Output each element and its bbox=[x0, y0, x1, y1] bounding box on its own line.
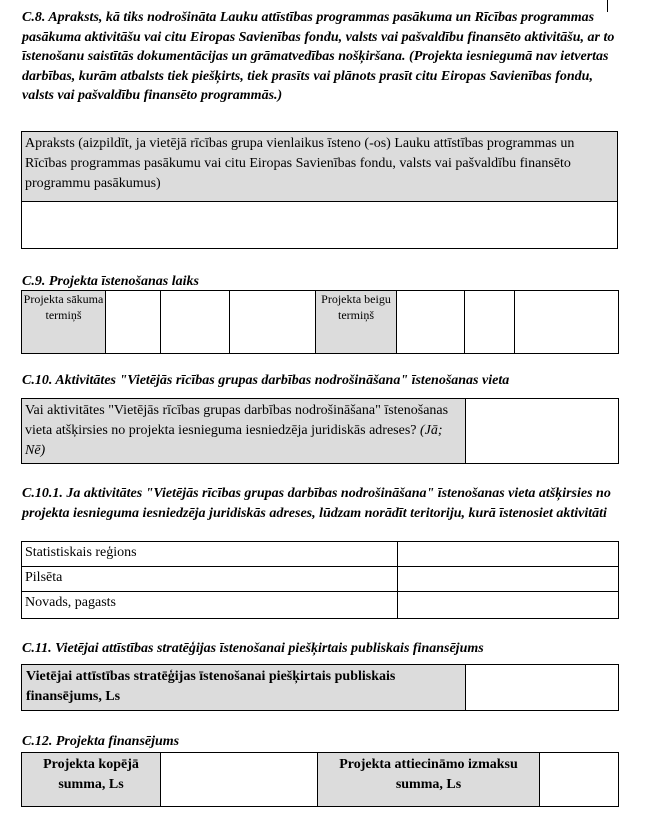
c9-end-month-cell[interactable] bbox=[465, 291, 515, 354]
c11-funding-label: Vietējai attīstības stratēģijas īstenošanai piešķirtais publiskais finansējums, Ls bbox=[22, 665, 466, 711]
c9-start-year-cell[interactable] bbox=[230, 291, 316, 354]
c9-start-day-cell[interactable] bbox=[106, 291, 161, 354]
section-c9-heading: C.9. Projekta īstenošanas laiks bbox=[22, 274, 199, 289]
c10-1-city-label: Pilsēta bbox=[22, 567, 398, 592]
section-c10-1-heading: C.10.1. Ja aktivitātes "Vietējās rīcības grupas darbības nodrošināšana" īstenošanas vieta atšķirsies no projekta iesnieguma iesniedzēja juridiskās adreses, lūdzam norādīt teritoriju, kurā īstenosiet aktivitāti bbox=[22, 486, 611, 521]
c9-start-month-cell[interactable] bbox=[161, 291, 230, 354]
c10-1-region-input[interactable] bbox=[398, 542, 619, 567]
c9-dates-table bbox=[21, 290, 619, 354]
c12-total-input[interactable] bbox=[161, 753, 318, 807]
section-c10-heading: C.10. Aktivitātes "Vietējās rīcības grupas darbības nodrošināšana" īstenošanas vieta bbox=[22, 373, 510, 388]
c12-eligible-label: Projekta attiecināmo izmaksu summa, Ls bbox=[318, 753, 540, 807]
section-c12-heading: C.12. Projekta finansējums bbox=[22, 734, 180, 749]
c10-1-city-input[interactable] bbox=[398, 567, 619, 592]
c10-answer-cell[interactable] bbox=[466, 399, 619, 464]
c9-end-year-cell[interactable] bbox=[515, 291, 619, 354]
c12-total-label: Projekta kopējā summa, Ls bbox=[22, 753, 161, 807]
c10-1-territory-table bbox=[21, 541, 619, 619]
c12-financing-table bbox=[21, 752, 619, 807]
c8-description-input[interactable] bbox=[22, 202, 618, 249]
c10-1-municipality-label: Novads, pagasts bbox=[22, 592, 398, 619]
c10-question-hint: (Jā; Nē) bbox=[25, 423, 443, 458]
c10-question-label bbox=[22, 399, 466, 464]
section-c8-heading: C.8. Apraksts, kā tiks nodrošināta Lauku attīstības programmas pasākuma un Rīcības programmas pasākuma aktivitāšu vai citu Eiropas Savienības fondu, valsts vai pašvaldību finansēto aktivitāšu, ar to īstenošanu saistītās dokumentācijas un grāmatvedības nošķiršana. (Projekta iesniegumā nav ietvertas darbības, kurām atbalsts tiek piešķirts, tiek prasīts vai plānots prasīt citu Eiropas Savienības fondu, valsts vai pašvaldību finansēto programmās.) bbox=[22, 10, 615, 103]
section-c11-heading: C.11. Vietējai attīstības stratēģijas īstenošanai piešķirtais publiskais finansējums bbox=[22, 641, 484, 656]
c10-location-table bbox=[21, 398, 619, 464]
c9-end-label: Projekta beigu termiņš bbox=[316, 291, 397, 354]
c8-description-table bbox=[21, 131, 618, 249]
c10-1-municipality-input[interactable] bbox=[398, 592, 619, 619]
c10-1-region-label: Statistiskais reģions bbox=[22, 542, 398, 567]
c9-start-label: Projekta sākuma termiņš bbox=[22, 291, 106, 354]
c8-description-label: Apraksts (aizpildīt, ja vietējā rīcības grupa vienlaikus īsteno (-os) Lauku attīstības programmas un Rīcības programmas pasākumu vai citu Eiropas Savienības fondu, valsts vai pašvaldību finansēto programmu pasākumus) bbox=[22, 132, 618, 202]
c11-funding-table bbox=[21, 664, 619, 711]
c11-funding-input[interactable] bbox=[466, 665, 619, 711]
c10-question-text: Vai aktivitātes "Vietējās rīcības grupas darbības nodrošināšana" īstenošanas vieta atšķirsies no projekta iesnieguma iesniedzēja juridiskās adreses? bbox=[25, 403, 449, 438]
c9-end-day-cell[interactable] bbox=[397, 291, 465, 354]
c12-eligible-input[interactable] bbox=[540, 753, 619, 807]
